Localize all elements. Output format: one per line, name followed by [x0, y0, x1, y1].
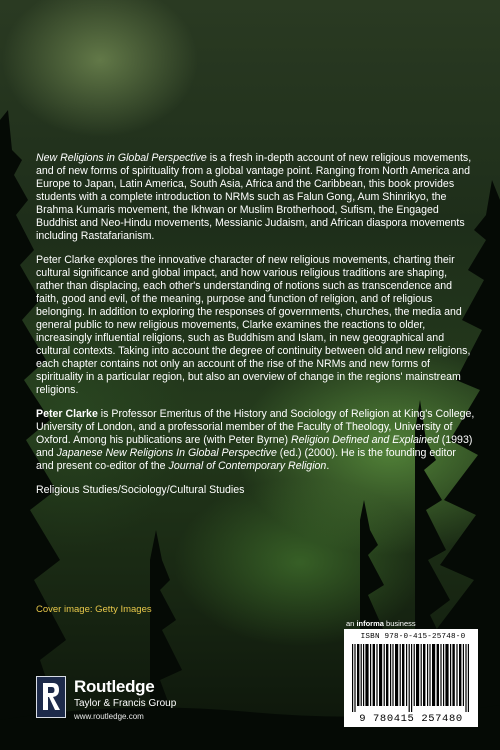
book-title-inline: New Religions in Global Perspective [36, 152, 207, 164]
barcode [344, 629, 478, 727]
publisher-name: Routledge [74, 677, 155, 696]
bio-text-2: (1993) and [36, 434, 473, 459]
cover-image-credit: Cover image: Getty Images [36, 604, 152, 615]
description-paragraph-1 [36, 152, 476, 243]
routledge-logo-icon [36, 676, 66, 718]
bio-text-3: (ed.) (2000). He is the founding editor and present co-editor of the [36, 447, 456, 472]
author-bio [36, 408, 476, 473]
informa-suffix: business [383, 619, 416, 628]
barcode-digits: 9 780415 257480 [359, 713, 463, 725]
informa-tagline [346, 619, 416, 628]
bio-journal: Journal of Contemporary Religion [168, 460, 327, 472]
back-cover-text [36, 152, 476, 508]
barcode-bars [348, 644, 474, 712]
publisher-url: www.routledge.com [74, 712, 144, 721]
publisher-block [36, 676, 236, 736]
description-text-1: is a fresh in-depth account of new religious movements, and of new forms of spirituality from a global vantage point. Ranging from North America and Europe to Japan, Latin America, South Asia, Africa and the Caribbean, this book provides students with a complete introduction to NRMs such as Falun Gong, Aum Shinrikyo, the Brahma Kumaris movement, the Ikhwan or Muslim Brotherhood, Sufism, the Engaged Buddhist and Neo-Hindu movements, Messianic Judaism, and African diaspora movements including Rastafarianism. [36, 152, 472, 242]
informa-prefix: an [346, 619, 357, 628]
bio-book-1: Religion Defined and Explained [290, 434, 439, 446]
informa-brand: informa [356, 619, 384, 628]
bio-book-2: Japanese New Religions In Global Perspective [56, 447, 277, 459]
bio-text-4: . [326, 460, 330, 472]
isbn-label: ISBN 978-0-415-25748-0 [360, 633, 466, 641]
description-paragraph-2: Peter Clarke explores the innovative character of new religious movements, charting their cultural significance and global impact, and how various religious traditions are shaping, rather than displacing, each other's understanding of notions such as transcendence and faith, good and evil, of the meaning, purpose and function of religion, and of religious belonging. In addition to exploring the responses of governments, churches, the media and general public to new religious movements, Clarke examines the reactions to older, increasingly influential religions, such as Buddhism and Islam, in new geographical and cultural contexts. Taking into account the degree of continuity between old and new religions, each chapter contains not only an account of the rise of the NRMs and new forms of spirituality in a particular region, but also an overview of change in the regions' mainstream religions. [36, 254, 471, 396]
author-name: Peter Clarke [36, 408, 98, 420]
bio-text-1: is Professor Emeritus of the History and Sociology of Religion at King's College, University of London, and a professorial member of the Faculty of Theology, University of Oxford. Among his publications are (with Peter Byrne) [36, 408, 475, 446]
subject-categories: Religious Studies/Sociology/Cultural Studies [36, 484, 245, 496]
publisher-group: Taylor & Francis Group [74, 698, 177, 709]
